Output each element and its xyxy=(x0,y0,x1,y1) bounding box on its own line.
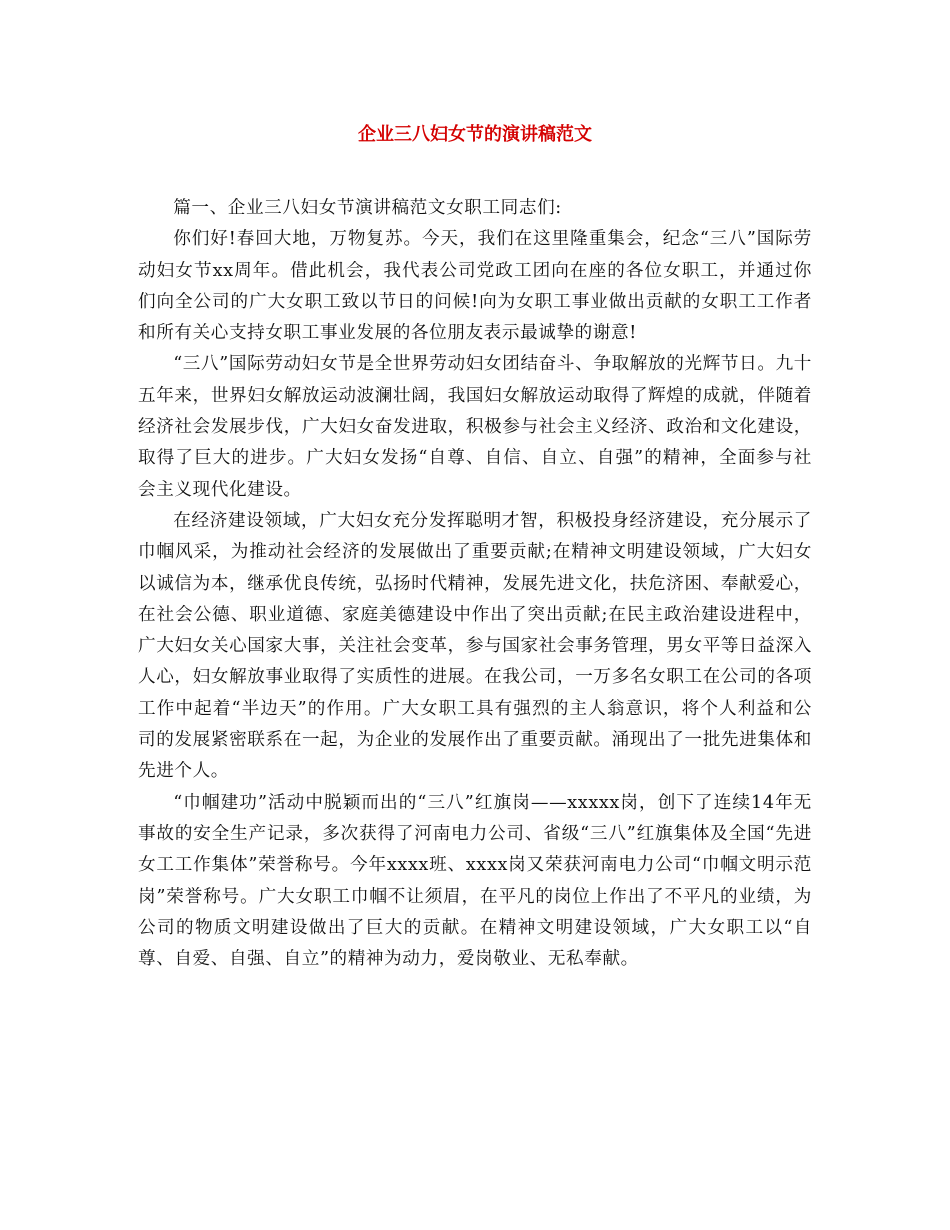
paragraph-economy: 在经济建设领域，广大妇女充分发挥聪明才智，积极投身经济建设，充分展示了巾帼风采，为推动社会经济的发展做出了重要贡献;在精神文明建设领域，广大妇女以诚信为本，继承优良传统，弘扬时代精神，发展先进文化，扶危济困、奉献爱心，在社会公德、职业道德、家庭美德建设中作出了突出贡献;在民主政治建设进程中，广大妇女关心国家大事，关注社会变革，参与国家社会事务管理，男女平等日益深入人心，妇女解放事业取得了实质性的进展。在我公司，一万多名女职工在公司的各项工作中起着“半边天”的作用。广大女职工具有强烈的主人翁意识，将个人利益和公司的发展紧密联系在一起，为企业的发展作出了重要贡献。涌现出了一批先进集体和先进个人。 xyxy=(138,510,812,782)
paragraph-achievements: “巾帼建功”活动中脱颖而出的“三八”红旗岗——xxxxx岗，创下了连续14年无事故的安全生产记录，多次获得了河南电力公司、省级“三八”红旗集体及全国“先进女工工作集体”荣誉称号。今年xxxx班、xxxx岗又荣获河南电力公司“巾帼文明示范岗”荣誉称号。广大女职工巾帼不让须眉，在平凡的岗位上作出了不平凡的业绩，为公司的物质文明建设做出了巨大的贡献。在精神文明建设领域，广大女职工以“自尊、自爱、自强、自立”的精神为动力，爱岗敬业、无私奉献。 xyxy=(138,792,812,970)
document-body xyxy=(138,193,812,975)
document-title: 企业三八妇女节的演讲稿范文 xyxy=(358,124,592,145)
paragraph-greeting: 你们好!春回大地，万物复苏。今天，我们在这里隆重集会，纪念“三八”国际劳动妇女节xx周年。借此机会，我代表公司党政工团向在座的各位女职工，并通过你们向全公司的广大女职工致以节日的问候!向为女职工事业做出贡献的女职工工作者和所有关心支持女职工事业发展的各位朋友表示最诚挚的谢意! xyxy=(138,229,812,344)
paragraph-festival: “三八”国际劳动妇女节是全世界劳动妇女团结奋斗、争取解放的光辉节日。九十五年来，世界妇女解放运动波澜壮阔，我国妇女解放运动取得了辉煌的成就，伴随着经济社会发展步伐，广大妇女奋发进取，积极参与社会主义经济、政治和文化建设，取得了巨大的进步。广大妇女发扬“自尊、自信、自立、自强”的精神，全面参与社会主义现代化建设。 xyxy=(138,354,812,500)
paragraph-heading: 篇一、企业三八妇女节演讲稿范文女职工同志们: xyxy=(173,198,562,218)
